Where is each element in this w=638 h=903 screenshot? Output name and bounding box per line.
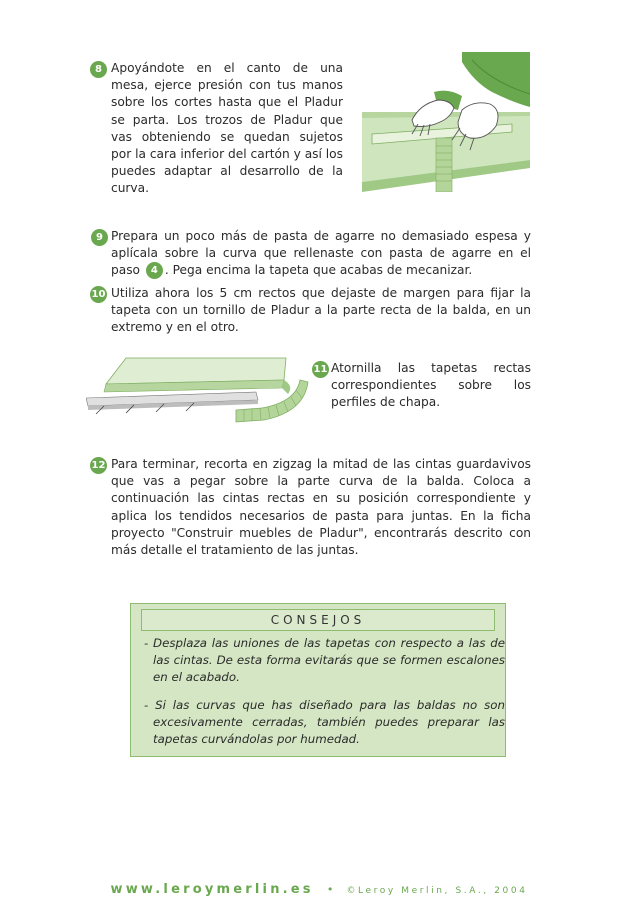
step-12-text: Para terminar, recorta en zigzag la mitad de las cintas guardavivos que vas a pegar sobre la parte curva de la balda. Coloca a continuación las cintas rectas en su posición correspondiente y aplica los tendidos necesarios de pasta para juntas. En la ficha proyecto "Construir muebles de Pladur", encontrarás descrito con más detalle el tratamiento de las juntas. [111, 457, 531, 558]
consejo-tip-1: - Desplaza las uniones de las tapetas con respecto a las de las cintas. De esta forma evitarás que se formen escalones en el acabado. [144, 636, 505, 684]
step-9-text-after: . Pega encima la tapeta que acabas de mecanizar. [164, 263, 473, 278]
footer-separator: • [326, 883, 334, 896]
shelf-profiles-illustration [86, 350, 310, 430]
step-9-text [111, 228, 531, 280]
footer [0, 878, 638, 897]
step-reference-4: 4 [146, 262, 163, 279]
step-number-10: 10 [90, 286, 107, 303]
consejos-title: CONSEJOS [141, 609, 495, 631]
step-number-9: 9 [91, 229, 108, 246]
step-number-8: 8 [90, 61, 107, 78]
step-8-text: Apoyándote en el canto de una mesa, ejerce presión con tus manos sobre los cortes hasta que el Pladur se parta. Los trozos de Pladur que vas obteniendo se quedan sujetos por la cara inferior del cartón y así los puedes adaptar al desarrollo de la curva. [111, 61, 343, 196]
consejo-tip-2: - Si las curvas que has diseñado para las baldas no son excesivamente cerradas, también puedes preparar las tapetas curvándolas por humedad. [144, 698, 505, 746]
footer-website: www.leroymerlin.es [110, 882, 314, 897]
step-number-12: 12 [90, 457, 107, 474]
footer-copyright: ©Leroy Merlin, S.A., 2004 [346, 886, 528, 896]
consejos-box [130, 603, 506, 757]
step-9-text-before: Prepara un poco más de pasta de agarre no demasiado espesa y aplícala sobre la curva que rellenaste con pasta de agarre en el paso [111, 229, 531, 278]
step-11-text: Atornilla las tapetas rectas correspondientes sobre los perfiles de chapa. [331, 361, 531, 410]
step-number-11: 11 [312, 361, 329, 378]
step-10-text: Utiliza ahora los 5 cm rectos que dejaste de margen para fijar la tapeta con un tornillo de Pladur a la parte recta de la balda, en un extremo y en el otro. [111, 286, 531, 335]
hands-breaking-panel-illustration [362, 52, 530, 192]
